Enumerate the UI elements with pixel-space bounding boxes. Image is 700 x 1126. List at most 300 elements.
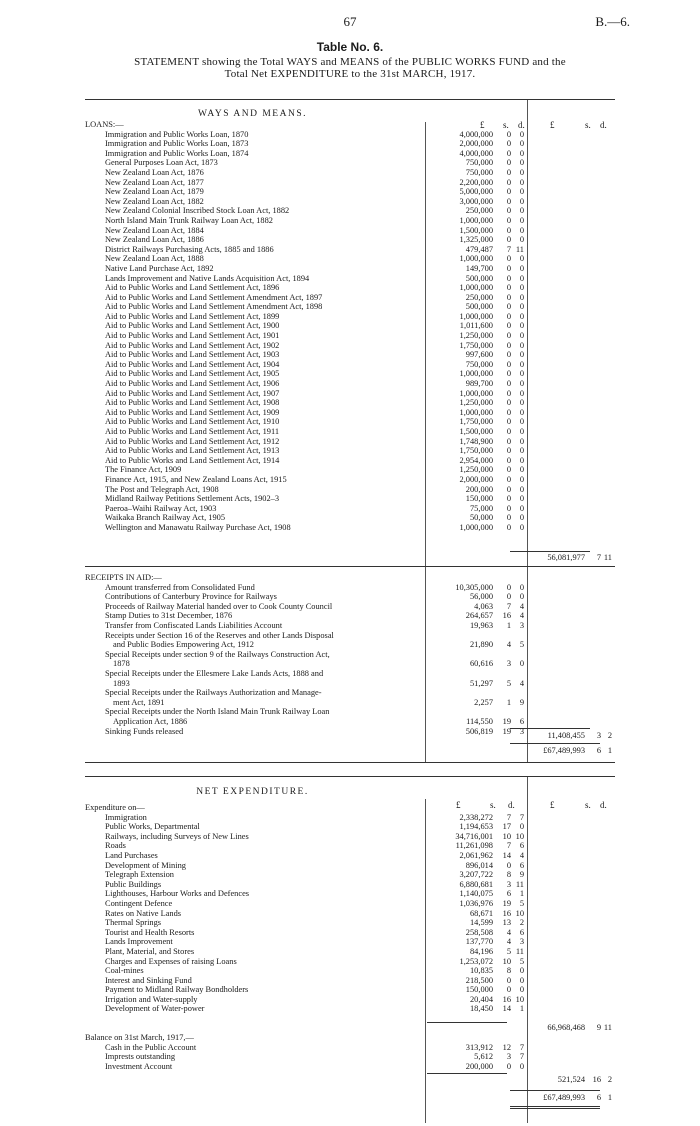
row-amount: 896,014	[465, 860, 493, 870]
row-label: Plant, Material, and Stores	[105, 946, 195, 956]
balance-section	[85, 1033, 615, 1071]
row-shillings: 7	[506, 812, 511, 822]
row-pence: 0	[519, 196, 524, 206]
document-reference: B.—6.	[595, 14, 630, 29]
row-label: Cash in the Public Account	[105, 1042, 197, 1052]
table-row	[85, 822, 615, 832]
row-shillings: 0	[506, 263, 511, 273]
table-row	[85, 350, 615, 360]
row-amount: 6,880,681	[459, 879, 493, 889]
row-label: Aid to Public Works and Land Settlement Act, 1913	[105, 446, 280, 456]
row-amount: 34,716,001	[455, 831, 493, 841]
row-label: Special Receipts under section 9 of the Railways Construction Act, 1878	[105, 649, 330, 669]
row-shillings: 17	[502, 822, 511, 832]
row-pence: 7	[519, 1052, 524, 1062]
row-shillings: 1	[506, 620, 511, 630]
row-label: Aid to Public Works and Land Settlement Act, 1904	[105, 359, 280, 369]
row-label: Immigration and Public Works Loan, 1870	[105, 129, 249, 139]
row-shillings: 0	[506, 592, 511, 602]
row-shillings: 0	[506, 436, 511, 446]
row-label: Charges and Expenses of raising Loans	[105, 956, 237, 966]
row-pence: 0	[519, 321, 524, 331]
table-row	[85, 947, 615, 957]
table-row	[85, 650, 615, 669]
row-shillings: 10	[502, 956, 511, 966]
table-row	[85, 274, 615, 284]
loans-total-row: 56,081,977 7 11	[547, 553, 612, 562]
row-shillings: 0	[506, 273, 511, 283]
row-amount: 1,000,000	[459, 407, 493, 417]
row-pence: 0	[519, 331, 524, 341]
row-amount: 5,612	[474, 1052, 493, 1062]
table-row	[85, 707, 615, 726]
subtitle-line-2: Total Net EXPENDITURE to the 31st MARCH, 1917.	[224, 68, 476, 80]
row-pence: 0	[519, 254, 524, 264]
table-row	[85, 331, 615, 341]
row-shillings: 0	[506, 283, 511, 293]
row-label: North Island Main Trunk Railway Loan Act, 1882	[105, 215, 273, 225]
table-row	[85, 631, 615, 650]
total-rule	[510, 1090, 600, 1091]
row-amount: 1,000,000	[459, 522, 493, 532]
row-label: Payment to Midland Railway Bondholders	[105, 985, 249, 995]
col-total-pence: d.	[600, 120, 607, 130]
row-label: New Zealand Loan Act, 1884	[105, 225, 204, 235]
row-label: Aid to Public Works and Land Settlement Act, 1901	[105, 331, 280, 341]
row-amount: 1,325,000	[459, 235, 493, 245]
row-amount: 150,000	[465, 985, 493, 995]
row-label: Tourist and Health Resorts	[105, 927, 195, 937]
table-title: Table No. 6.	[316, 40, 384, 54]
row-pence: 0	[519, 206, 524, 216]
row-pence: 0	[519, 129, 524, 139]
table-row	[85, 437, 615, 447]
row-amount: 20,404	[469, 994, 493, 1004]
row-label: Immigration and Public Works Loan, 1874	[105, 148, 249, 158]
balance-total-row: 521,524 16 2	[557, 1075, 612, 1084]
row-shillings: 0	[506, 215, 511, 225]
row-shillings: 8	[506, 966, 511, 976]
row-shillings: 7	[506, 601, 511, 611]
row-pence: 0	[519, 659, 524, 669]
table-row	[85, 1004, 615, 1014]
row-shillings: 0	[506, 474, 511, 484]
col-pence: d.	[518, 120, 525, 130]
row-pence: 0	[519, 302, 524, 312]
row-pence: 0	[519, 379, 524, 389]
ways-means-heading: WAYS AND MEANS.	[198, 109, 307, 119]
row-amount: 3,207,722	[459, 870, 493, 880]
row-label: Imprests outstanding	[105, 1052, 176, 1062]
row-shillings: 4	[506, 927, 511, 937]
row-shillings: 0	[506, 582, 511, 592]
expenditure-section	[85, 803, 615, 1014]
table-row	[85, 226, 615, 236]
table-row	[85, 966, 615, 976]
row-shillings: 0	[506, 407, 511, 417]
table-row	[85, 216, 615, 226]
row-pence: 3	[519, 620, 524, 630]
row-shillings: 0	[506, 129, 511, 139]
table-row	[85, 360, 615, 370]
row-shillings: 0	[506, 446, 511, 456]
row-pence: 10	[515, 994, 524, 1004]
row-label: Aid to Public Works and Land Settlement Act, 1899	[105, 311, 280, 321]
row-amount: 2,061,962	[459, 850, 493, 860]
row-shillings: 0	[506, 522, 511, 532]
row-pence: 0	[519, 369, 524, 379]
row-shillings: 16	[502, 994, 511, 1004]
row-pence: 3	[519, 937, 524, 947]
row-amount: 2,200,000	[459, 177, 493, 187]
row-label: Finance Act, 1915, and New Zealand Loans Act, 1915	[105, 474, 287, 484]
row-label: Rates on Native Lands	[105, 908, 182, 918]
table-row	[85, 293, 615, 303]
table-row	[85, 283, 615, 293]
row-shillings: 0	[506, 860, 511, 870]
row-pence: 0	[519, 417, 524, 427]
row-label: Telegraph Extension	[105, 870, 174, 880]
row-label: Interest and Sinking Fund	[105, 975, 192, 985]
table-row	[85, 485, 615, 495]
row-amount: 1,250,000	[459, 465, 493, 475]
row-label: Investment Account	[105, 1061, 173, 1071]
row-label: Aid to Public Works and Land Settlement Act, 1900	[105, 321, 280, 331]
row-shillings: 6	[506, 889, 511, 899]
row-pence: 0	[519, 446, 524, 456]
row-label: Aid to Public Works and Land Settlement Act, 1903	[105, 350, 280, 360]
row-amount: 50,000	[469, 513, 493, 523]
row-amount: 2,257	[474, 697, 493, 707]
row-shillings: 4	[506, 937, 511, 947]
row-label: Aid to Public Works and Land Settlement Act, 1914	[105, 455, 280, 465]
row-amount: 997,600	[465, 350, 493, 360]
table-row	[85, 427, 615, 437]
row-shillings: 8	[506, 870, 511, 880]
row-amount: 500,000	[465, 302, 493, 312]
row-amount: 21,890	[469, 640, 493, 650]
row-amount: 479,487	[465, 244, 493, 254]
row-amount: 19,963	[469, 620, 493, 630]
row-shillings: 3	[506, 659, 511, 669]
row-amount: 250,000	[465, 292, 493, 302]
table-row	[85, 985, 615, 995]
row-shillings: 0	[506, 187, 511, 197]
row-pence: 0	[519, 359, 524, 369]
row-label: Aid to Public Works and Land Settlement Act, 1911	[105, 427, 280, 436]
table-row	[85, 523, 615, 533]
row-pence: 4	[519, 611, 524, 621]
row-amount: 250,000	[465, 206, 493, 216]
row-pence: 5	[519, 898, 524, 908]
row-label: Special Receipts under the Ellesmere Lake Lands Acts, 1888 and 1893	[105, 668, 324, 688]
row-pence: 0	[519, 1061, 524, 1071]
row-label: New Zealand Loan Act, 1876	[105, 167, 204, 177]
row-pence: 10	[515, 908, 524, 918]
row-amount: 313,912	[465, 1042, 493, 1052]
row-pence: 0	[519, 582, 524, 592]
row-shillings: 3	[506, 879, 511, 889]
row-label: Immigration and Public Works Loan, 1873	[105, 139, 249, 149]
row-shillings: 0	[506, 292, 511, 302]
table-row	[85, 206, 615, 216]
row-shillings: 0	[506, 148, 511, 158]
row-shillings: 0	[506, 379, 511, 389]
col-shillings: s.	[490, 800, 496, 810]
table-row	[85, 899, 615, 909]
row-amount: 1,000,000	[459, 283, 493, 293]
row-amount: 1,000,000	[459, 254, 493, 264]
row-pence: 0	[519, 513, 524, 523]
table-row	[85, 841, 615, 851]
row-label: New Zealand Loan Act, 1888	[105, 254, 204, 264]
table-row	[85, 341, 615, 351]
loans-list	[85, 130, 615, 533]
row-amount: 506,819	[465, 726, 493, 736]
balance-list	[85, 1043, 615, 1072]
row-amount: 75,000	[469, 503, 493, 513]
table-row	[85, 149, 615, 159]
row-pence: 0	[519, 187, 524, 197]
row-pence: 0	[519, 494, 524, 504]
row-pence: 0	[519, 311, 524, 321]
subtitle-line-1: STATEMENT showing the Total WAYS and MEANS of the PUBLIC WORKS FUND and the	[134, 56, 566, 68]
row-pence: 0	[519, 455, 524, 465]
loans-section	[85, 120, 615, 533]
row-shillings: 0	[506, 177, 511, 187]
row-label: Irrigation and Water-supply	[105, 994, 198, 1004]
row-shillings: 12	[502, 1042, 511, 1052]
table-row	[85, 235, 615, 245]
row-pence: 7	[519, 1042, 524, 1052]
row-amount: 2,000,000	[459, 139, 493, 149]
table-row	[85, 130, 615, 140]
table-row	[85, 321, 615, 331]
row-pence: 0	[519, 235, 524, 245]
table-row	[85, 504, 615, 514]
table-row	[85, 937, 615, 947]
row-pence: 0	[519, 985, 524, 995]
row-pence: 0	[519, 340, 524, 350]
row-label: Lands Improvement	[105, 937, 173, 947]
row-pence: 11	[515, 879, 524, 889]
row-shillings: 0	[506, 139, 511, 149]
table-row	[85, 168, 615, 178]
row-label: The Post and Telegraph Act, 1908	[105, 484, 219, 494]
row-pence: 0	[519, 966, 524, 976]
row-shillings: 0	[506, 465, 511, 475]
row-shillings: 1	[506, 697, 511, 707]
row-label: Aid to Public Works and Land Settlement Amendment Act, 1897	[105, 292, 323, 302]
row-pence: 0	[519, 436, 524, 446]
row-pence: 0	[519, 503, 524, 513]
row-amount: 200,000	[465, 484, 493, 494]
table-row	[85, 621, 615, 631]
row-shillings: 13	[502, 918, 511, 928]
row-shillings: 19	[502, 898, 511, 908]
row-amount: 150,000	[465, 494, 493, 504]
table-row	[85, 918, 615, 928]
row-amount: 1,748,900	[459, 436, 493, 446]
net-expenditure-heading: NET EXPENDITURE.	[196, 787, 309, 797]
table-row	[85, 880, 615, 890]
row-label: Wellington and Manawatu Railway Purchase Act, 1908	[105, 522, 291, 532]
row-label: Receipts under Section 16 of the Reserves and other Lands Disposal and Public Bodies Empowering Act, 1912	[105, 630, 334, 650]
row-shillings: 0	[506, 455, 511, 465]
row-label: General Purposes Loan Act, 1873	[105, 158, 218, 168]
row-label: Special Receipts under the North Island Main Trunk Railway Loan Application Act, 1886	[105, 707, 330, 726]
row-label: Public Buildings	[105, 879, 162, 889]
row-pence: 7	[519, 812, 524, 822]
row-pence: 2	[519, 918, 524, 928]
table-row	[85, 592, 615, 602]
row-amount: 1,036,976	[459, 898, 493, 908]
row-amount: 149,700	[465, 263, 493, 273]
row-pence: 5	[519, 640, 524, 650]
receipts-section	[85, 573, 615, 736]
row-shillings: 19	[502, 726, 511, 736]
row-amount: 1,000,000	[459, 388, 493, 398]
subtotal-rule	[510, 728, 590, 729]
row-label: Aid to Public Works and Land Settlement Act, 1906	[105, 379, 280, 389]
row-label: Aid to Public Works and Land Settlement Act, 1912	[105, 436, 280, 446]
total-rule	[510, 743, 600, 744]
table-row	[85, 398, 615, 408]
row-amount: 2,000,000	[459, 474, 493, 484]
row-pence: 0	[519, 283, 524, 293]
row-amount: 2,338,272	[459, 812, 493, 822]
col-pound: £	[480, 120, 485, 130]
row-label: Aid to Public Works and Land Settlement Act, 1907	[105, 388, 280, 398]
row-pence: 0	[519, 273, 524, 283]
row-label: Contingent Defence	[105, 898, 173, 908]
row-pence: 0	[519, 225, 524, 235]
row-amount: 1,140,075	[459, 889, 493, 899]
row-shillings: 0	[506, 985, 511, 995]
row-shillings: 0	[506, 167, 511, 177]
row-amount: 1,253,072	[459, 956, 493, 966]
row-shillings: 0	[506, 321, 511, 331]
table-row	[85, 995, 615, 1005]
row-label: Aid to Public Works and Land Settlement Act, 1896	[105, 283, 280, 293]
row-amount: 4,000,000	[459, 129, 493, 139]
row-label: New Zealand Loan Act, 1879	[105, 187, 204, 197]
row-label: Development of Water-power	[105, 1004, 205, 1014]
row-amount: 18,450	[469, 1004, 493, 1014]
table-row	[85, 1052, 615, 1062]
row-pence: 10	[515, 831, 524, 841]
table-row	[85, 813, 615, 823]
section-label: Expenditure on—	[85, 803, 145, 812]
row-amount: 5,000,000	[459, 187, 493, 197]
table-row	[85, 513, 615, 523]
row-label: Public Works, Departmental	[105, 822, 200, 832]
row-amount: 56,000	[469, 592, 493, 602]
row-pence: 0	[519, 350, 524, 360]
row-label: The Finance Act, 1909	[105, 465, 182, 475]
row-label: Aid to Public Works and Land Settlement Act, 1908	[105, 398, 280, 408]
table-row	[85, 158, 615, 168]
row-amount: 60,616	[469, 659, 493, 669]
row-label: Aid to Public Works and Land Settlement Act, 1910	[105, 417, 280, 427]
row-label: Coal-mines	[105, 966, 144, 976]
row-amount: 1,750,000	[459, 417, 493, 427]
row-shillings: 0	[506, 340, 511, 350]
table-row	[85, 379, 615, 389]
row-label: New Zealand Loan Act, 1877	[105, 177, 204, 187]
table-row	[85, 408, 615, 418]
row-pence: 11	[515, 244, 524, 254]
row-label: Proceeds of Railway Material handed over to Cook County Council	[105, 601, 333, 611]
row-pence: 6	[519, 841, 524, 851]
row-pence: 0	[519, 474, 524, 484]
statement-subtitle	[85, 56, 615, 80]
row-amount: 218,500	[465, 975, 493, 985]
double-rule	[510, 1106, 600, 1109]
row-shillings: 5	[506, 678, 511, 688]
row-label: Midland Railway Petitions Settlement Acts, 1902–3	[105, 494, 280, 504]
row-pence: 0	[519, 398, 524, 408]
row-amount: 750,000	[465, 167, 493, 177]
row-pence: 1	[519, 1004, 524, 1014]
row-label: Immigration	[105, 812, 147, 822]
row-shillings: 0	[506, 235, 511, 245]
row-pence: 0	[519, 215, 524, 225]
table-row	[85, 669, 615, 688]
row-shillings: 0	[506, 513, 511, 523]
table-row	[85, 688, 615, 707]
row-shillings: 0	[506, 1061, 511, 1071]
row-pence: 0	[519, 388, 524, 398]
row-label: Paeroa–Waihi Railway Act, 1903	[105, 503, 217, 513]
row-amount: 1,500,000	[459, 225, 493, 235]
row-pence: 0	[519, 484, 524, 494]
table-row	[85, 245, 615, 255]
row-pence: 11	[515, 946, 524, 956]
row-shillings: 7	[506, 244, 511, 254]
row-label: Lighthouses, Harbour Works and Defences	[105, 889, 250, 899]
row-label: New Zealand Loan Act, 1882	[105, 196, 204, 206]
row-shillings: 0	[506, 398, 511, 408]
row-amount: 200,000	[465, 1061, 493, 1071]
expenditure-list	[85, 813, 615, 1014]
table-row	[85, 494, 615, 504]
section-label: LOANS:—	[85, 120, 124, 129]
row-pence: 0	[519, 465, 524, 475]
row-label: Contributions of Canterbury Province for Railways	[105, 592, 277, 602]
col-shillings: s.	[503, 120, 509, 130]
table-row	[85, 851, 615, 861]
expenditure-grand-total: £67,489,993 6 1	[543, 1093, 612, 1102]
row-pence: 0	[519, 139, 524, 149]
row-label: Native Land Purchase Act, 1892	[105, 263, 214, 273]
page-number: 67	[343, 14, 357, 29]
row-pence: 9	[519, 870, 524, 880]
table-row	[85, 861, 615, 871]
row-pence: 4	[519, 678, 524, 688]
row-label: Railways, including Surveys of New Lines	[105, 831, 249, 841]
row-label: Roads	[105, 841, 126, 851]
row-shillings: 0	[506, 225, 511, 235]
row-shillings: 0	[506, 196, 511, 206]
table-row	[85, 389, 615, 399]
section-label: RECEIPTS IN AID:—	[85, 573, 162, 582]
table-row	[85, 139, 615, 149]
row-label: Special Receipts under the Railways Authorization and Manage- ment Act, 1891	[105, 688, 322, 707]
row-shillings: 0	[506, 494, 511, 504]
row-amount: 10,835	[469, 966, 493, 976]
row-pence: 9	[519, 697, 524, 707]
